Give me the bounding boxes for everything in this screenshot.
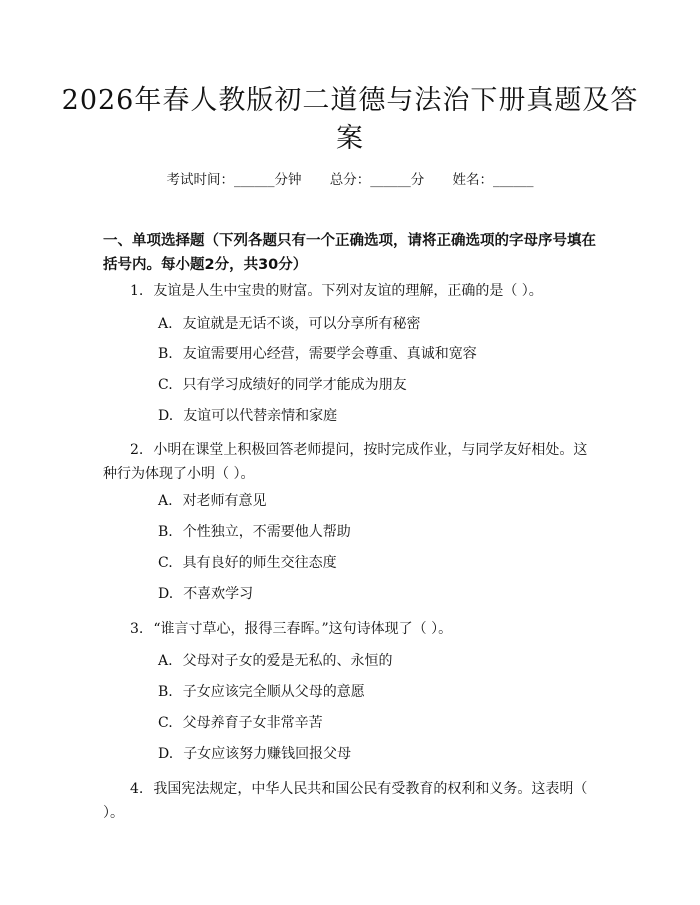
option-text: 不喜欢学习 (183, 586, 254, 602)
option-3b (158, 682, 598, 702)
option-1b (158, 344, 598, 364)
option-text: 个性独立，不需要他人帮助 (182, 524, 351, 540)
option-letter: B. (158, 524, 173, 540)
option-text: 子女应该完全顺从父母的意愿 (182, 684, 365, 700)
exam-meta (0, 168, 700, 188)
option-text: 友谊需要用心经营，需要学会尊重、真诚和宽容 (182, 346, 477, 362)
option-letter: C. (158, 377, 173, 393)
option-1c (158, 375, 598, 395)
option-2c (158, 553, 598, 573)
exam-title: 2026年春人教版初二道德与法治下册真题及答案 (61, 85, 639, 154)
student-name-field: 姓名：______ (452, 172, 534, 188)
option-letter: C. (158, 715, 173, 731)
option-text: 具有良好的师生交往态度 (182, 555, 337, 571)
question-number: 3. (130, 621, 144, 637)
question-text: “谁言寸草心，报得三春晖。”这句诗体现了（ ）。 (153, 621, 453, 637)
question-text: 小明在课堂上积极回答老师提问，按时完成作业，与同学友好相处。这种行为体现了小明（ ）。 (103, 442, 588, 482)
question-3 (103, 617, 601, 641)
question-1 (103, 279, 601, 303)
question-number: 2. (130, 442, 144, 458)
option-3c (158, 713, 598, 733)
question-2 (103, 438, 601, 486)
option-text: 父母养育子女非常辛苦 (182, 715, 323, 731)
question-number: 1. (130, 283, 144, 299)
option-letter: B. (158, 346, 173, 362)
option-1a (158, 314, 598, 334)
option-letter: C. (158, 555, 173, 571)
option-3d (158, 744, 598, 764)
question-text: 我国宪法规定，中华人民共和国公民有受教育的权利和义务。这表明（ ）。 (103, 781, 588, 821)
option-letter: D. (158, 746, 174, 762)
option-text: 友谊可以代替亲情和家庭 (183, 408, 338, 424)
option-letter: B. (158, 684, 173, 700)
option-2a (158, 491, 598, 511)
exam-time-field: 考试时间：______分钟 (166, 172, 302, 188)
question-4 (103, 777, 601, 825)
option-text: 友谊就是无话不谈，可以分享所有秘密 (182, 316, 421, 332)
question-number: 4. (130, 781, 144, 797)
option-letter: A. (158, 493, 173, 509)
total-score-field: 总分：______分 (329, 172, 425, 188)
question-text: 友谊是人生中宝贵的财富。下列对友谊的理解，正确的是（ ）。 (153, 283, 543, 299)
option-1d (158, 406, 598, 426)
option-letter: A. (158, 316, 173, 332)
option-2d (158, 584, 598, 604)
option-text: 子女应该努力赚钱回报父母 (183, 746, 352, 762)
option-text: 只有学习成绩好的同学才能成为朋友 (182, 377, 407, 393)
option-2b (158, 522, 598, 542)
option-letter: A. (158, 653, 173, 669)
option-letter: D. (158, 586, 174, 602)
option-text: 对老师有意见 (182, 493, 267, 509)
section-heading: 一、单项选择题（下列各题只有一个正确选项，请将正确选项的字母序号填在括号内。每小题2分，共30分） (103, 233, 596, 273)
option-3a (158, 651, 598, 671)
option-text: 父母对子女的爱是无私的、永恒的 (182, 653, 393, 669)
option-letter: D. (158, 408, 174, 424)
